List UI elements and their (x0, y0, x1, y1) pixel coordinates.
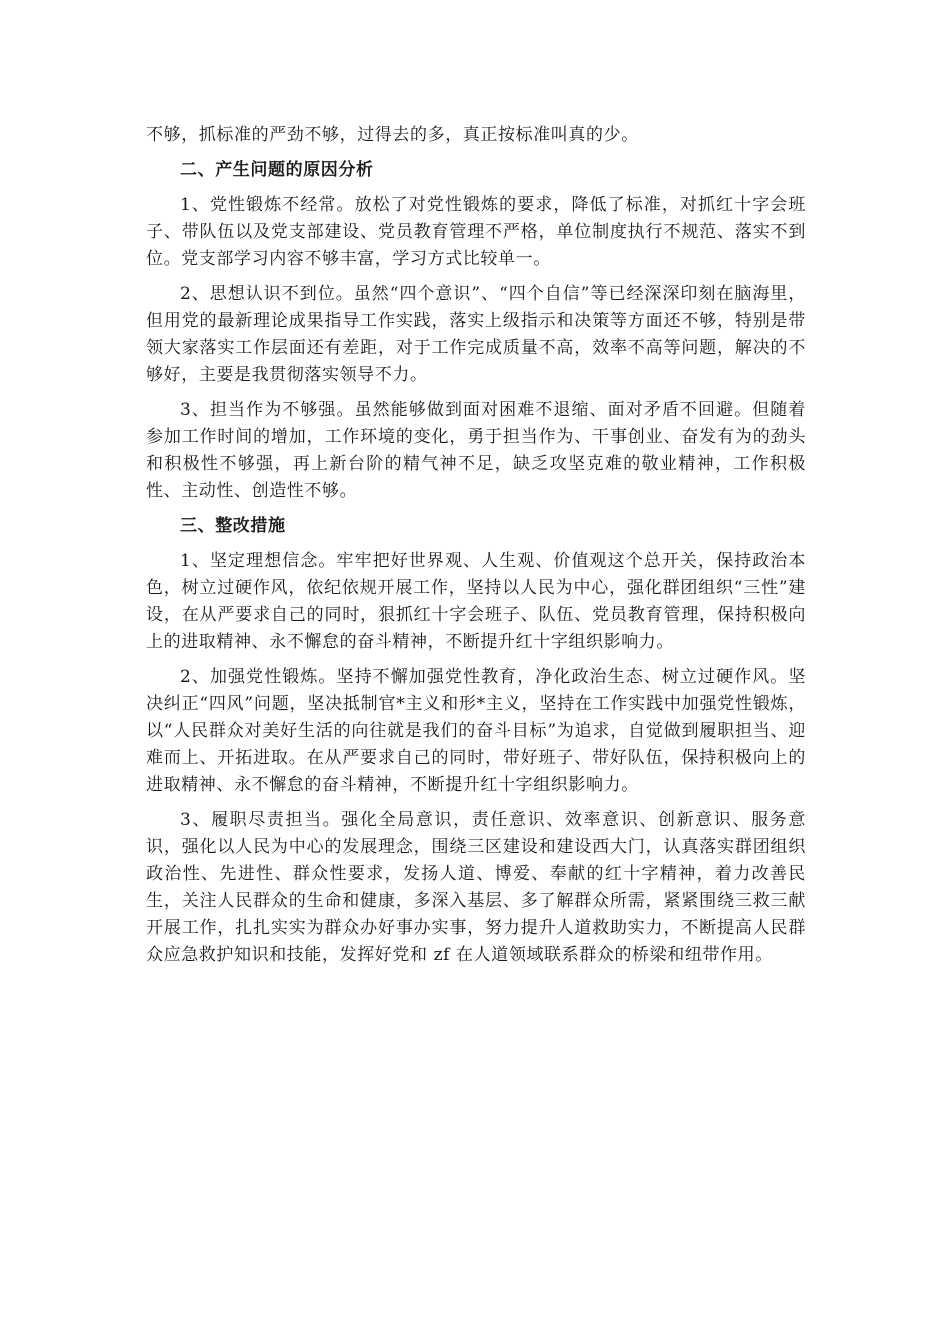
section-2-paragraph-2: 2、思想认识不到位。虽然“四个意识”、“四个自信”等已经深深印刻在脑海里，但用党的最新理论成果指导工作实践，落实上级指示和决策等方面还不够，特别是带领大家落实工作层面还有差距，对于工作完成质量不高，效率不高等问题，解决的不够好，主要是我贯彻落实领导不力。 (146, 284, 806, 385)
section-2-heading: 二、产生问题的原因分析 (180, 160, 374, 180)
section-3-paragraph-2: 2、加强党性锻炼。坚持不懈加强党性教育，净化政治生态、树立过硬作风。坚决纠正“四风”问题，坚决抵制官*主义和形*主义，坚持在工作实践中加强党性锻炼，以“人民群众对美好生活的向往就是我们的奋斗目标”为追求，自觉做到履职担当、迎难而上、开拓进取。在从严要求自己的同时，带好班子、带好队伍，保持积极向上的进取精神、永不懈怠的奋斗精神，不断提升红十字组织影响力。 (146, 667, 806, 795)
section-2-paragraph-1: 1、党性锻炼不经常。放松了对党性锻炼的要求，降低了标准，对抓红十字会班子、带队伍以及党支部建设、党员教育管理不严格，单位制度执行不规范、落实不到位。党支部学习内容不够丰富，学习方式比较单一。 (146, 195, 806, 269)
section-3-heading: 三、整改措施 (180, 516, 286, 536)
section-3-paragraph-3: 3、履职尽责担当。强化全局意识，责任意识、效率意识、创新意识、服务意识，强化以人民为中心的发展理念，围绕三区建设和建设西大门，认真落实群团组织政治性、先进性、群众性要求，发扬人道、博爱、奉献的红十字精神，着力改善民生，关注人民群众的生命和健康，多深入基层、多了解群众所需，紧紧围绕三救三献开展工作，扎扎实实为群众办好事办实事，努力提升人道救助实力，不断提高人民群众应急救护知识和技能，发挥好党和 zf 在人道领域联系群众的桥梁和纽带作用。 (146, 810, 806, 965)
section-3-paragraph-1: 1、坚定理想信念。牢牢把好世界观、人生观、价值观这个总开关，保持政治本色，树立过硬作风，依纪依规开展工作，坚持以人民为中心，强化群团组织“三性”建设，在从严要求自己的同时，狠抓红十字会班子、队伍、党员教育管理，保持积极向上的进取精神、永不懈怠的奋斗精神，不断提升红十字组织影响力。 (146, 551, 806, 652)
section-2-paragraph-3: 3、担当作为不够强。虽然能够做到面对困难不退缩、面对矛盾不回避。但随着参加工作时间的增加，工作环境的变化，勇于担当作为、干事创业、奋发有为的劲头和积极性不够强，再上新台阶的精气神不足，缺乏攻坚克难的敬业精神，工作积极性、主动性、创造性不够。 (146, 400, 806, 501)
document-body (146, 122, 806, 977)
lead-paragraph: 不够，抓标准的严劲不够，过得去的多，真正按标准叫真的少。 (146, 125, 639, 145)
